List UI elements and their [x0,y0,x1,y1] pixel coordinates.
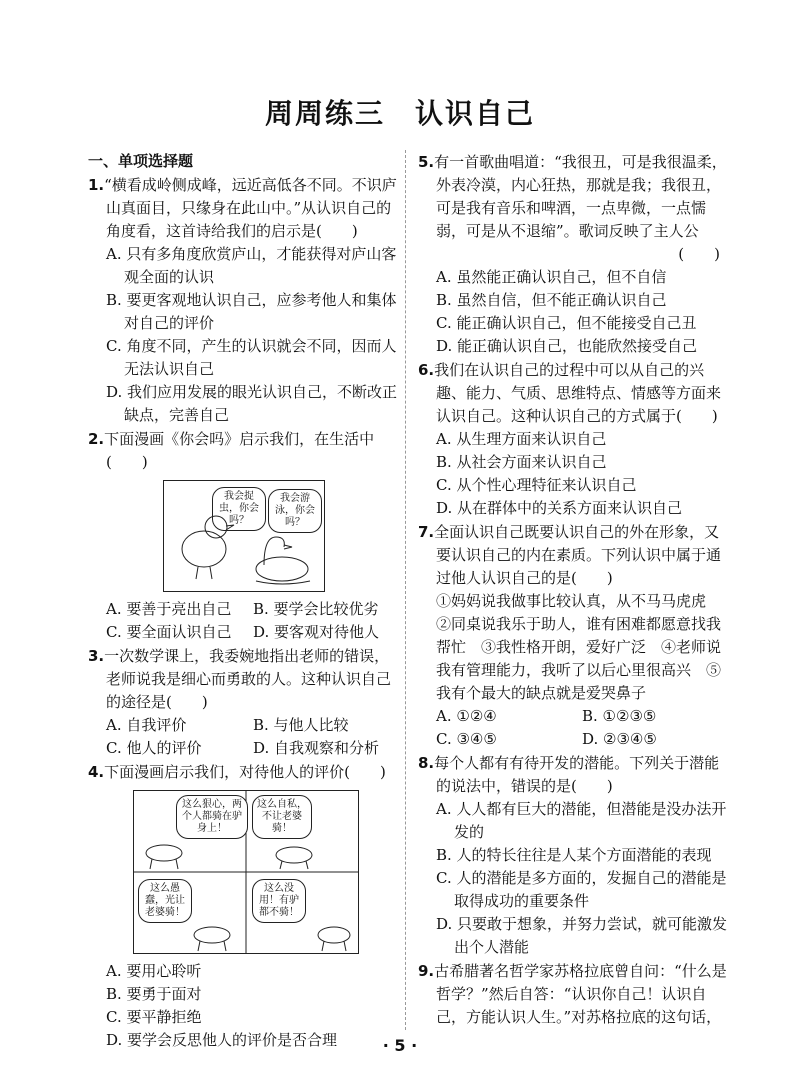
option-d: D. 要客观对待他人 [253,623,380,641]
option-d: D. 我们应用发展的眼光认识自己，不断改正缺点，完善自己 [106,383,398,424]
question-4: 4.下面漫画启示我们，对待他人的评价( ) 这么狠心，两个人都骑在驴身上！ 这么自私，不让老婆骑！ 这么愚蠢，光让老婆骑！ 这么没用！有驴都不骑！ A. 要用心聆听 B. 要勇于面对 C. 要平静拒绝 D. 要学会反思他人的评价是否合理 [88,761,400,1052]
question-stem: 有一首歌曲唱道：“我很丑，可是我很温柔，外表冷漠，内心狂热，那就是我；我很丑，可是我有音乐和啤酒，一点卑微，一点懦弱，可是从不退缩”。歌词反映了主人公 [434,153,727,240]
cartoon-donkey-panels [133,790,359,954]
left-column [88,150,400,1052]
question-stem: 每个人都有有待开发的潜能。下列关于潜能的说法中，错误的是( ) [434,754,720,795]
option-c: C. 人的潜能是多方面的，发掘自己的潜能是取得成功的重要条件 [436,869,727,910]
speech-bubble-duck: 我会游泳，你会吗？ [268,489,322,533]
speech-bubble-chick: 我会捉虫，你会吗？ [212,487,266,531]
option-a: A. ①②④ [436,707,497,725]
option-b: B. 要更客观地认识自己，应参考他人和集体对自己的评价 [106,291,397,332]
question-3: 3.一次数学课上，我委婉地指出老师的错误，老师说我是细心而勇敢的人。这种认识自己的途径是( ) A. 自我评价 B. 与他人比较 C. 他人的评价 D. 自我观察和分析 [88,645,400,760]
question-stem: 下面漫画《你会吗》启示我们，在生活中( ) [104,430,375,471]
panel-4-text: 这么没用！有驴都不骑！ [252,879,306,923]
option-c: C. 角度不同，产生的认识就会不同，因而人无法认识自己 [106,337,397,378]
cartoon-chick-duck [163,480,325,592]
option-c: C. 要平静拒绝 [106,1008,202,1026]
page-number: · 5 · [382,1036,418,1055]
option-d: D. 能正确认识自己，也能欣然接受自己 [436,337,698,355]
question-2: 2.下面漫画《你会吗》启示我们，在生活中( ) 我会捉虫，你会吗？ 我会游泳，你会吗？ A. 要善于亮出自己 B. 要学会比较优劣 C. 要全面认识自己 D. 要客观对待他人 [88,428,400,644]
question-7: 7.全面认识自己既要认识自己的外在形象，又要认识自己的内在素质。下列认识中属于通过他人认识自己的是( ) ①妈妈说我做事比较认真，从不马马虎虎 ②同桌说我乐于助人，谁有困难都愿意找我帮忙 ③我性格开朗，爱好广泛 ④老师说我有管理能力，我听了以后心里很高兴 ⑤我有个最大的缺点就是爱哭鼻子 A. ①②④ B. ①②③⑤ C. ③④⑤ D. ②③④⑤ [418,521,728,751]
option-b: B. 人的特长往往是人某个方面潜能的表现 [436,846,712,864]
option-d: D. 要学会反思他人的评价是否合理 [106,1031,338,1049]
option-b: B. 虽然自信，但不能正确认识自己 [436,291,667,309]
question-stem: 古希腊著名哲学家苏格拉底曾自问：“什么是哲学？”然后自答：“认识你自己！认识自己，方能认识人生。”对苏格拉底的这句话， [434,962,727,1026]
option-a: A. 人人都有巨大的潜能，但潜能是没办法开发的 [436,800,727,841]
panel-2-text: 这么自私，不让老婆骑！ [252,795,312,839]
option-a: A. 要用心聆听 [106,962,202,980]
column-divider [405,150,406,1030]
section-heading: 一、单项选择题 [88,152,194,170]
panel-3-text: 这么愚蠢，光让老婆骑！ [138,879,192,923]
option-c: C. 要全面认识自己 [106,623,232,641]
panel-1-text: 这么狠心，两个人都骑在驴身上！ [176,795,248,839]
statement-list: ①妈妈说我做事比较认真，从不马马虎虎 ②同桌说我乐于助人，谁有困难都愿意找我帮忙 ③我性格开朗，爱好广泛 ④老师说我有管理能力，我听了以后心里很高兴 ⑤我有个最大的缺点就是爱哭鼻子 [436,592,722,702]
option-b: B. 与他人比较 [253,716,349,734]
option-c: C. ③④⑤ [436,730,497,748]
right-column [418,150,728,1029]
question-stem: “横看成岭侧成峰，远近高低各不同。不识庐山真面目，只缘身在此山中。”从认识自己的角度看，这首诗给我们的启示是( ) [104,176,397,240]
option-b: B. 从社会方面来认识自己 [436,453,607,471]
question-9: 9.古希腊著名哲学家苏格拉底曾自问：“什么是哲学？”然后自答：“认识你自己！认识自己，方能认识人生。”对苏格拉底的这句话， [418,962,727,1026]
option-a: A. 从生理方面来认识自己 [436,430,607,448]
question-stem: 一次数学课上，我委婉地指出老师的错误，老师说我是细心而勇敢的人。这种认识自己的途径是( ) [104,647,392,711]
question-stem: 全面认识自己既要认识自己的外在形象，又要认识自己的内在素质。下列认识中属于通过他人认识自己的是( ) [434,523,722,587]
option-a: A. 只有多角度欣赏庐山，才能获得对庐山客观全面的认识 [106,245,397,286]
option-b: B. 要学会比较优劣 [253,600,379,618]
question-stem: 我们在认识自己的过程中可以从自己的兴趣、能力、气质、思维特点、情感等方面来认识自己。这种认识自己的方式属于( ) [434,361,722,425]
question-5: 5.有一首歌曲唱道：“我很丑，可是我很温柔，外表冷漠，内心狂热，那就是我；我很丑，可是我有音乐和啤酒，一点卑微，一点懦弱，可是从不退缩”。歌词反映了主人公 ( ) A. 虽然能正确认识自己，但不自信 B. 虽然自信，但不能正确认识自己 C. 能正确认识自己，但不能接受自己丑 D. 能正确认识自己，也能欣然接受自己 [418,151,728,358]
option-d: D. 从在群体中的关系方面来认识自己 [436,499,683,517]
option-d: D. 自我观察和分析 [253,739,380,757]
answer-paren: ( ) [678,245,720,263]
question-8: 8.每个人都有有待开发的潜能。下列关于潜能的说法中，错误的是( ) A. 人人都有巨大的潜能，但潜能是没办法开发的 B. 人的特长往往是人某个方面潜能的表现 C. 人的潜能是多方面的，发掘自己的潜能是取得成功的重要条件 D. 只要敢于想象，并努力尝试，就可能激发出个人潜能 [418,752,728,959]
chick-duck-drawing [164,481,324,591]
option-a: A. 自我评价 [106,716,187,734]
question-1: 1.“横看成岭侧成峰，远近高低各不同。不识庐山真面目，只缘身在此山中。”从认识自己的角度看，这首诗给我们的启示是( ) A. 只有多角度欣赏庐山，才能获得对庐山客观全面的认识 B. 要更客观地认识自己，应参考他人和集体对自己的评价 C. 角度不同，产生的认识就会不同，因而人无法认识自己 D. 我们应用发展的眼光认识自己，不断改正缺点，完善自己 [88,174,400,427]
question-stem: 下面漫画启示我们，对待他人的评价( ) [104,763,386,781]
option-c: C. 他人的评价 [106,739,202,757]
question-6: 6.我们在认识自己的过程中可以从自己的兴趣、能力、气质、思维特点、情感等方面来认识自己。这种认识自己的方式属于( ) A. 从生理方面来认识自己 B. 从社会方面来认识自己 C. 从个性心理特征来认识自己 D. 从在群体中的关系方面来认识自己 [418,359,728,520]
option-b: B. 要勇于面对 [106,985,202,1003]
page-title: 周周练三 认识自己 [264,97,535,130]
option-a: A. 虽然能正确认识自己，但不自信 [436,268,667,286]
option-c: C. 能正确认识自己，但不能接受自己丑 [436,314,697,332]
option-d: D. ②③④⑤ [582,730,657,748]
option-a: A. 要善于亮出自己 [106,600,232,618]
option-b: B. ①②③⑤ [582,707,657,725]
option-d: D. 只要敢于想象，并努力尝试，就可能激发出个人潜能 [436,915,728,956]
option-c: C. 从个性心理特征来认识自己 [436,476,637,494]
